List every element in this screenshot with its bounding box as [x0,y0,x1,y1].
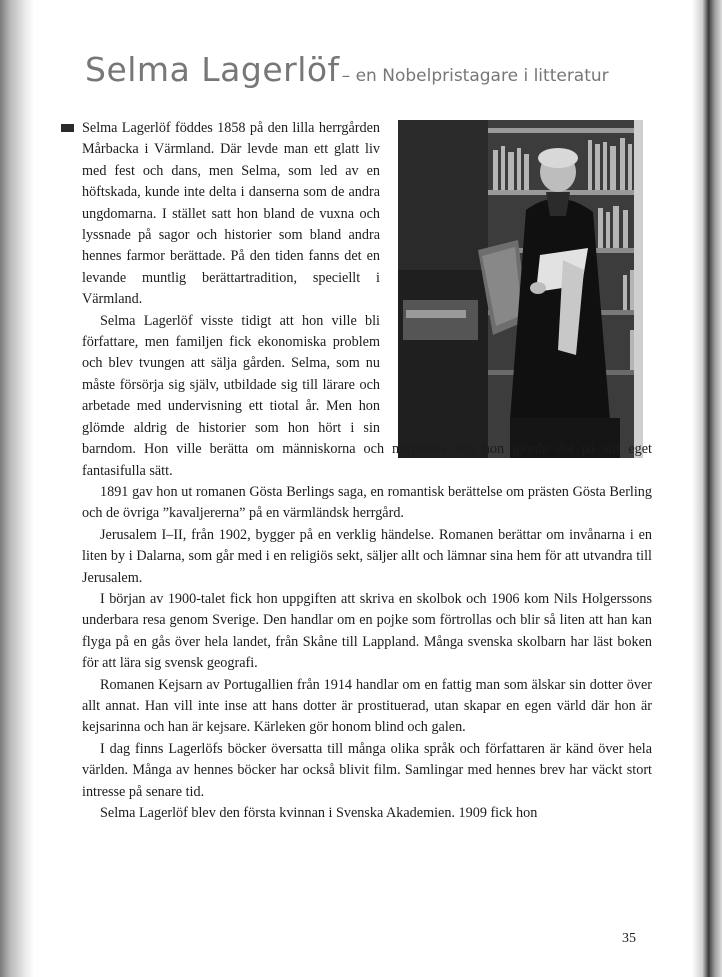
paragraph: Romanen Kejsarn av Portugallien från 1914 handlar om en fattig man som älskar sin dotter över allt annat. Han vill inte inse att hans dotter är prostituerad, utan skapar en egen värld där hon är kejsarinna och han är kejsare. Kärleken gör honom blind och galen. [82,676,652,736]
paragraph: Jerusalem I–II, från 1902, bygger på en verklig händelse. Romanen berättar om invånarna i en liten by i Dalarna, som går med i en religiös sekt, säljer allt och lämnar sina hem för att utvandra till Jerusalem. [82,526,652,586]
paragraph: I början av 1900-talet fick hon uppgiften att skriva en skolbok och 1906 kom Nils Holgerssons underbara resa genom Sverige. Den handlar om en pojke som förtrollas och blir så liten att han kan flyga på en gås över hela landet, från Skåne till Lappland. Många svenska skolbarn har läst boken för att lära sig svensk geografi. [82,590,652,672]
paragraph: I dag finns Lagerlöfs böcker översatta till många olika språk och författaren är känd över hela världen. Många av hennes böcker har också blivit film. Samlingar med hennes brev har väckt stort intresse på senare tid. [82,740,652,800]
page-edge-shadow [692,0,722,977]
page-number: 35 [622,931,636,946]
article-body [82,118,652,824]
photo-float-spacer [380,311,652,437]
paragraph-2-text: Selma Lagerlöf visste tidigt att hon ville bli författare, men familjen fick ekonomiska problem och blev tvungen att sälja gården. Selma, som nu måste försörja sig själv, utbildade sig till lärare och arbetade med undervisning ett tiotal år. Men hon glömde aldrig de historier som hon hört i sin barndom. Hon ville berätta om människorna och miljöerna och hon gjorde det på sitt eget fantasifulla sätt. [82,312,652,479]
title-main: Selma Lagerlöf [85,50,340,89]
page-binding-shadow [0,0,34,977]
paragraph: Selma Lagerlöf föddes 1858 på den lilla herrgården Mårbacka i Värmland. Där levde man ett glatt liv med fest och dans, men Selma, som led av en höftskada, kunde inte delta i danserna som de andra ungdomarna. I stället satt hon bland de vuxna och lyssnade på sagor och historier som bland andra hennes farmor berättade. På den tiden fanns det en levande muntlig berättartradition, speciellt i Värmland. [82,120,380,308]
paragraph-2 [82,311,652,482]
paragraph: Selma Lagerlöf blev den första kvinnan i Svenska Akademien. 1909 fick hon [100,805,538,821]
section-marker [61,124,74,132]
title-subtitle: – en Nobelpristagare i litteratur [341,66,609,86]
page-title [85,50,665,89]
paragraph: 1891 gav hon ut romanen Gösta Berlings saga, en romantisk berättelse om prästen Gösta Berling och de övriga ”kavaljererna” på en värmländsk herrgård. [82,483,652,522]
